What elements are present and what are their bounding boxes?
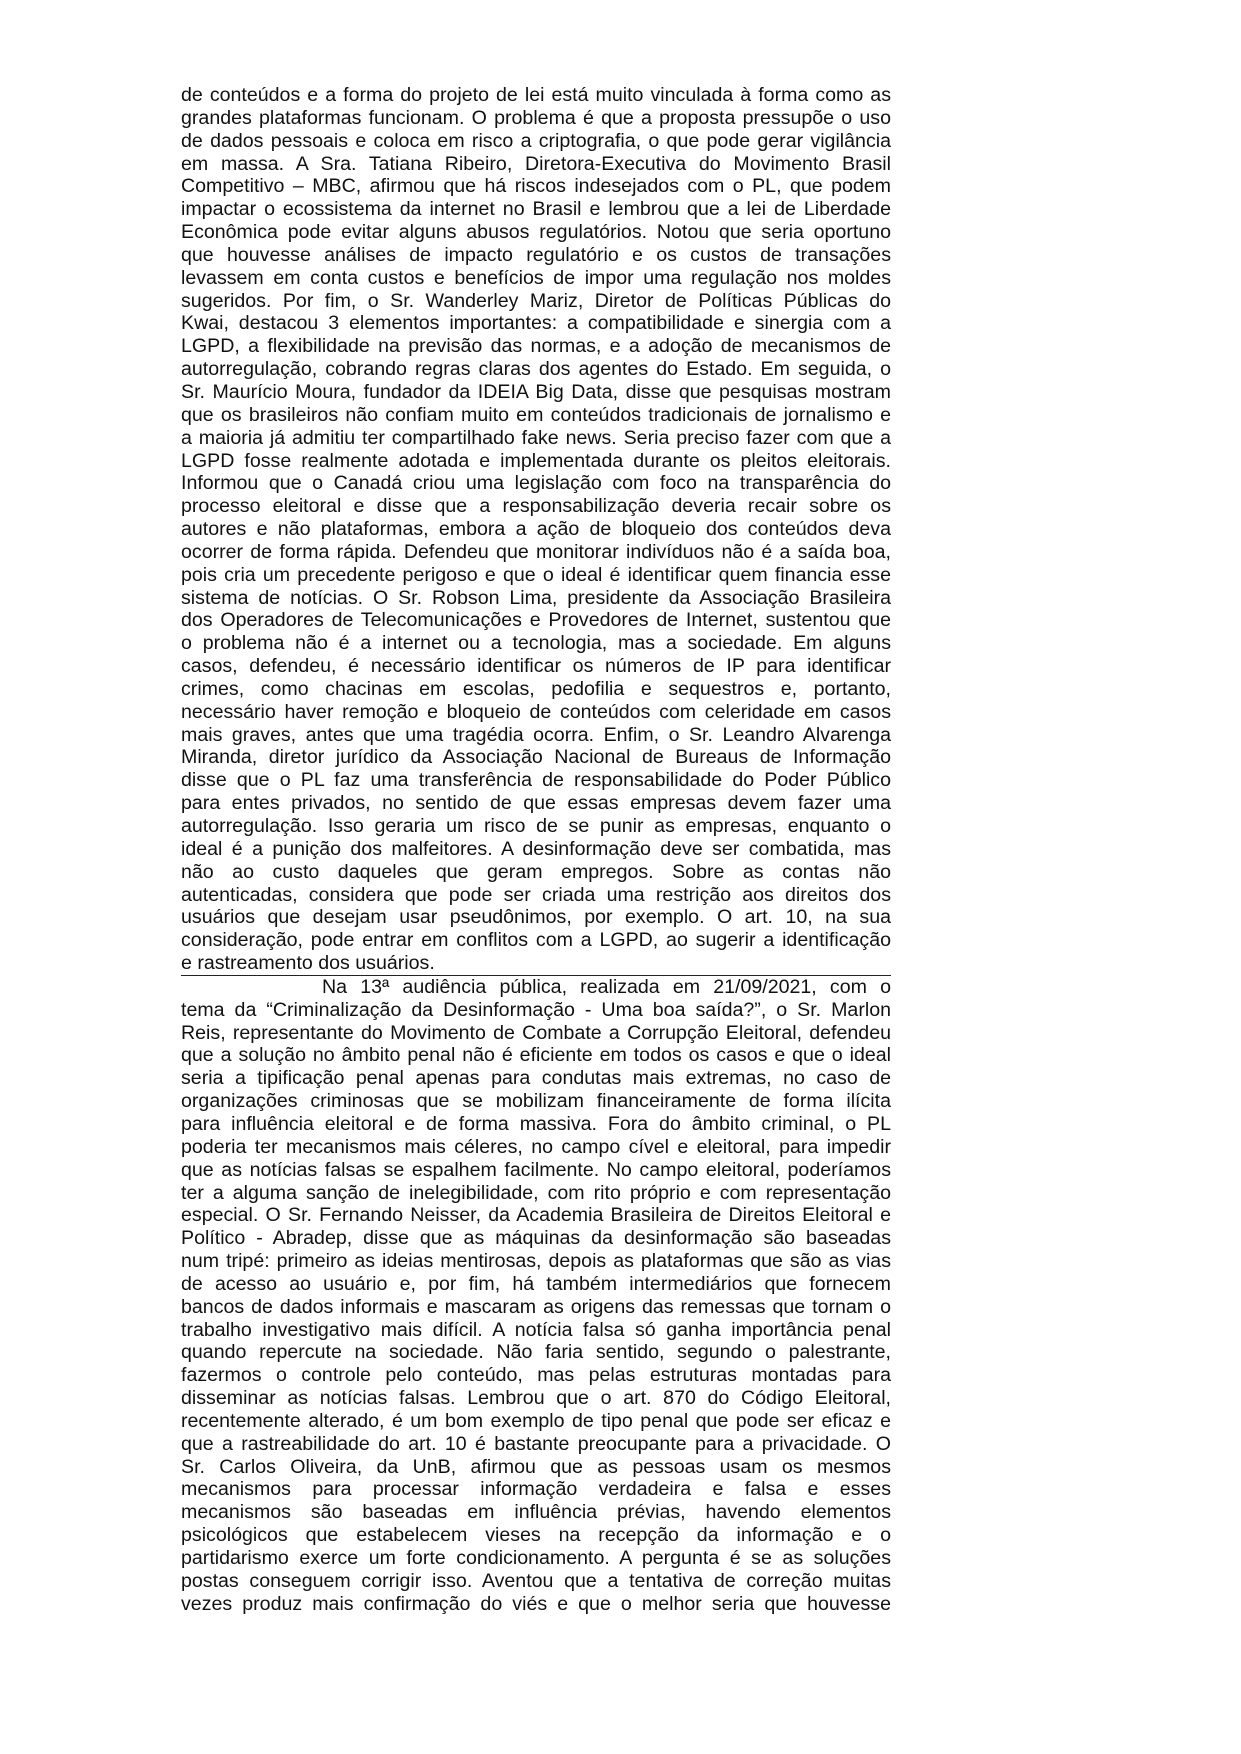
text-line: ideal é a punição dos malfeitores. A desinformação deve ser combatida, mas: [181, 837, 891, 860]
text-line: de acesso ao usuário e, por fim, há também intermediários que fornecem: [181, 1272, 891, 1295]
text-line: o problema não é a internet ou a tecnologia, mas a sociedade. Em alguns: [181, 632, 891, 655]
text-line: de dados pessoais e coloca em risco a criptografia, o que pode gerar vigilância: [181, 129, 891, 152]
text-line: necessário haver remoção e bloqueio de conteúdos com celeridade em casos: [181, 700, 891, 723]
text-line: LGPD fosse realmente adotada e implementada durante os pleitos eleitorais.: [181, 449, 891, 472]
text-line: para influência eleitoral e de forma massiva. Fora do âmbito criminal, o PL: [181, 1112, 891, 1135]
text-line: mecanismos para processar informação verdadeira e falsa e esses: [181, 1478, 891, 1501]
text-line: autenticadas, considera que pode ser criada uma restrição aos direitos dos: [181, 883, 891, 906]
text-line: Econômica pode evitar alguns abusos regulatórios. Notou que seria oportuno: [181, 221, 891, 244]
text-line: que os brasileiros não confiam muito em conteúdos tradicionais de jornalismo e: [181, 403, 891, 426]
text-line: ocorrer de forma rápida. Defendeu que monitorar indivíduos não é a saída boa,: [181, 540, 891, 563]
text-line: autores e não plataformas, embora a ação de bloqueio dos conteúdos deva: [181, 518, 891, 541]
text-line: levassem em conta custos e benefícios de impor uma regulação nos moldes: [181, 266, 891, 289]
text-line: disseminar as notícias falsas. Lembrou que o art. 870 do Código Eleitoral,: [181, 1387, 891, 1410]
text-line: Informou que o Canadá criou uma legislação com foco na transparência do: [181, 472, 891, 495]
text-line: partidarismo exerce um forte condicionamento. A pergunta é se as soluções: [181, 1547, 891, 1569]
document-page: [181, 84, 891, 1616]
text-line: Reis, representante do Movimento de Combate a Corrupção Eleitoral, defendeu: [181, 1021, 891, 1044]
text-line: poderia ter mecanismos mais céleres, no campo cível e eleitoral, para impedir: [181, 1135, 891, 1158]
text-line: crimes, como chacinas em escolas, pedofilia e sequestros e, portanto,: [181, 677, 891, 700]
text-line: Sr. Carlos Oliveira, da UnB, afirmou que as pessoas usam os mesmos: [181, 1455, 891, 1478]
text-line: impactar o ecossistema da internet no Brasil e lembrou que a lei de Liberdade: [181, 198, 891, 221]
text-line: a maioria já admitiu ter compartilhado fake news. Seria preciso fazer com que a: [181, 426, 891, 449]
text-line: sistema de notícias. O Sr. Robson Lima, presidente da Associação Brasileira: [181, 586, 891, 609]
text-line: Kwai, destacou 3 elementos importantes: a compatibilidade e sinergia com a: [181, 312, 891, 335]
text-line: de conteúdos e a forma do projeto de lei está muito vinculada à forma como as: [181, 84, 891, 106]
text-line: consideração, pode entrar em conflitos com a LGPD, ao sugerir a identificação: [181, 929, 891, 952]
text-line: bancos de dados informais e mascaram as origens das remessas que tornam o: [181, 1295, 891, 1318]
body-paragraph-1: [181, 84, 891, 975]
text-line: em massa. A Sra. Tatiana Ribeiro, Diretora-Executiva do Movimento Brasil: [181, 152, 891, 175]
text-line: sugeridos. Por fim, o Sr. Wanderley Mariz, Diretor de Políticas Públicas do: [181, 289, 891, 312]
text-line: vezes produz mais confirmação do viés e que o melhor seria que houvesse: [181, 1592, 891, 1615]
text-line: LGPD, a flexibilidade na previsão das normas, e a adoção de mecanismos de: [181, 335, 891, 358]
text-line: autorregulação. Isso geraria um risco de se punir as empresas, enquanto o: [181, 815, 891, 837]
text-line: fazermos o controle pelo conteúdo, mas pelas estruturas montadas para: [181, 1364, 891, 1387]
text-line: seria a tipificação penal apenas para condutas mais extremas, no caso de: [181, 1067, 891, 1090]
text-line: postas conseguem corrigir isso. Aventou que a tentativa de correção muitas: [181, 1569, 891, 1592]
text-line: que a solução no âmbito penal não é eficiente em todos os casos e que o ideal: [181, 1044, 891, 1067]
text-line: trabalho investigativo mais difícil. A notícia falsa só ganha importância penal: [181, 1318, 891, 1341]
text-line: para entes privados, no sentido de que essas empresas devem fazer uma: [181, 792, 891, 815]
text-line: que houvesse análises de impacto regulatório e os custos de transações: [181, 243, 891, 266]
text-line: ter a alguma sanção de inelegibilidade, com rito próprio e com representação: [181, 1181, 891, 1204]
text-line: casos, defendeu, é necessário identificar os números de IP para identificar: [181, 655, 891, 678]
text-line: disse que o PL faz uma transferência de responsabilidade do Poder Público: [181, 769, 891, 792]
text-line: que a rastreabilidade do art. 10 é bastante preocupante para a privacidade. O: [181, 1432, 891, 1455]
text-line: Miranda, diretor jurídico da Associação Nacional de Bureaus de Informação: [181, 746, 891, 769]
text-line: mais graves, antes que uma tragédia ocorra. Enfim, o Sr. Leandro Alvarenga: [181, 723, 891, 746]
text-line: grandes plataformas funcionam. O problema é que a proposta pressupõe o uso: [181, 106, 891, 129]
text-line: pois cria um precedente perigoso e que o ideal é identificar quem financia esse: [181, 563, 891, 586]
text-line: e rastreamento dos usuários.: [181, 952, 435, 975]
text-line: Na 13ª audiência pública, realizada em 21/09/2021, com o: [322, 975, 891, 998]
text-line: recentemente alterado, é um bom exemplo de tipo penal que pode ser eficaz e: [181, 1409, 891, 1432]
text-line: Sr. Maurício Moura, fundador da IDEIA Big Data, disse que pesquisas mostram: [181, 380, 891, 403]
text-line: que as notícias falsas se espalhem facilmente. No campo eleitoral, poderíamos: [181, 1158, 891, 1181]
text-line: psicológicos que estabelecem vieses na recepção da informação e o: [181, 1524, 891, 1547]
text-line: usuários que desejam usar pseudônimos, por exemplo. O art. 10, na sua: [181, 906, 891, 929]
text-line: não ao custo daqueles que geram empregos. Sobre as contas não: [181, 860, 891, 883]
text-line: processo eleitoral e disse que a responsabilização deveria recair sobre os: [181, 495, 891, 518]
text-line: Político - Abradep, disse que as máquinas da desinformação são baseadas: [181, 1227, 891, 1250]
text-line: autorregulação, cobrando regras claras dos agentes do Estado. Em seguida, o: [181, 358, 891, 381]
text-line: organizações criminosas que se mobilizam financeiramente de forma ilícita: [181, 1090, 891, 1113]
text-line: mecanismos são baseadas em influência prévias, havendo elementos: [181, 1501, 891, 1524]
text-line: especial. O Sr. Fernando Neisser, da Academia Brasileira de Direitos Eleitoral e: [181, 1204, 891, 1227]
body-paragraph-2: [181, 976, 891, 1616]
text-line: num tripé: primeiro as ideias mentirosas, depois as plataformas que são as vias: [181, 1250, 891, 1273]
text-line: quando repercute na sociedade. Não faria sentido, segundo o palestrante,: [181, 1341, 891, 1364]
text-line: tema da “Criminalização da Desinformação - Uma boa saída?”, o Sr. Marlon: [181, 998, 891, 1021]
text-line: dos Operadores de Telecomunicações e Provedores de Internet, sustentou que: [181, 609, 891, 632]
text-line: Competitivo – MBC, afirmou que há riscos indesejados com o PL, que podem: [181, 175, 891, 198]
